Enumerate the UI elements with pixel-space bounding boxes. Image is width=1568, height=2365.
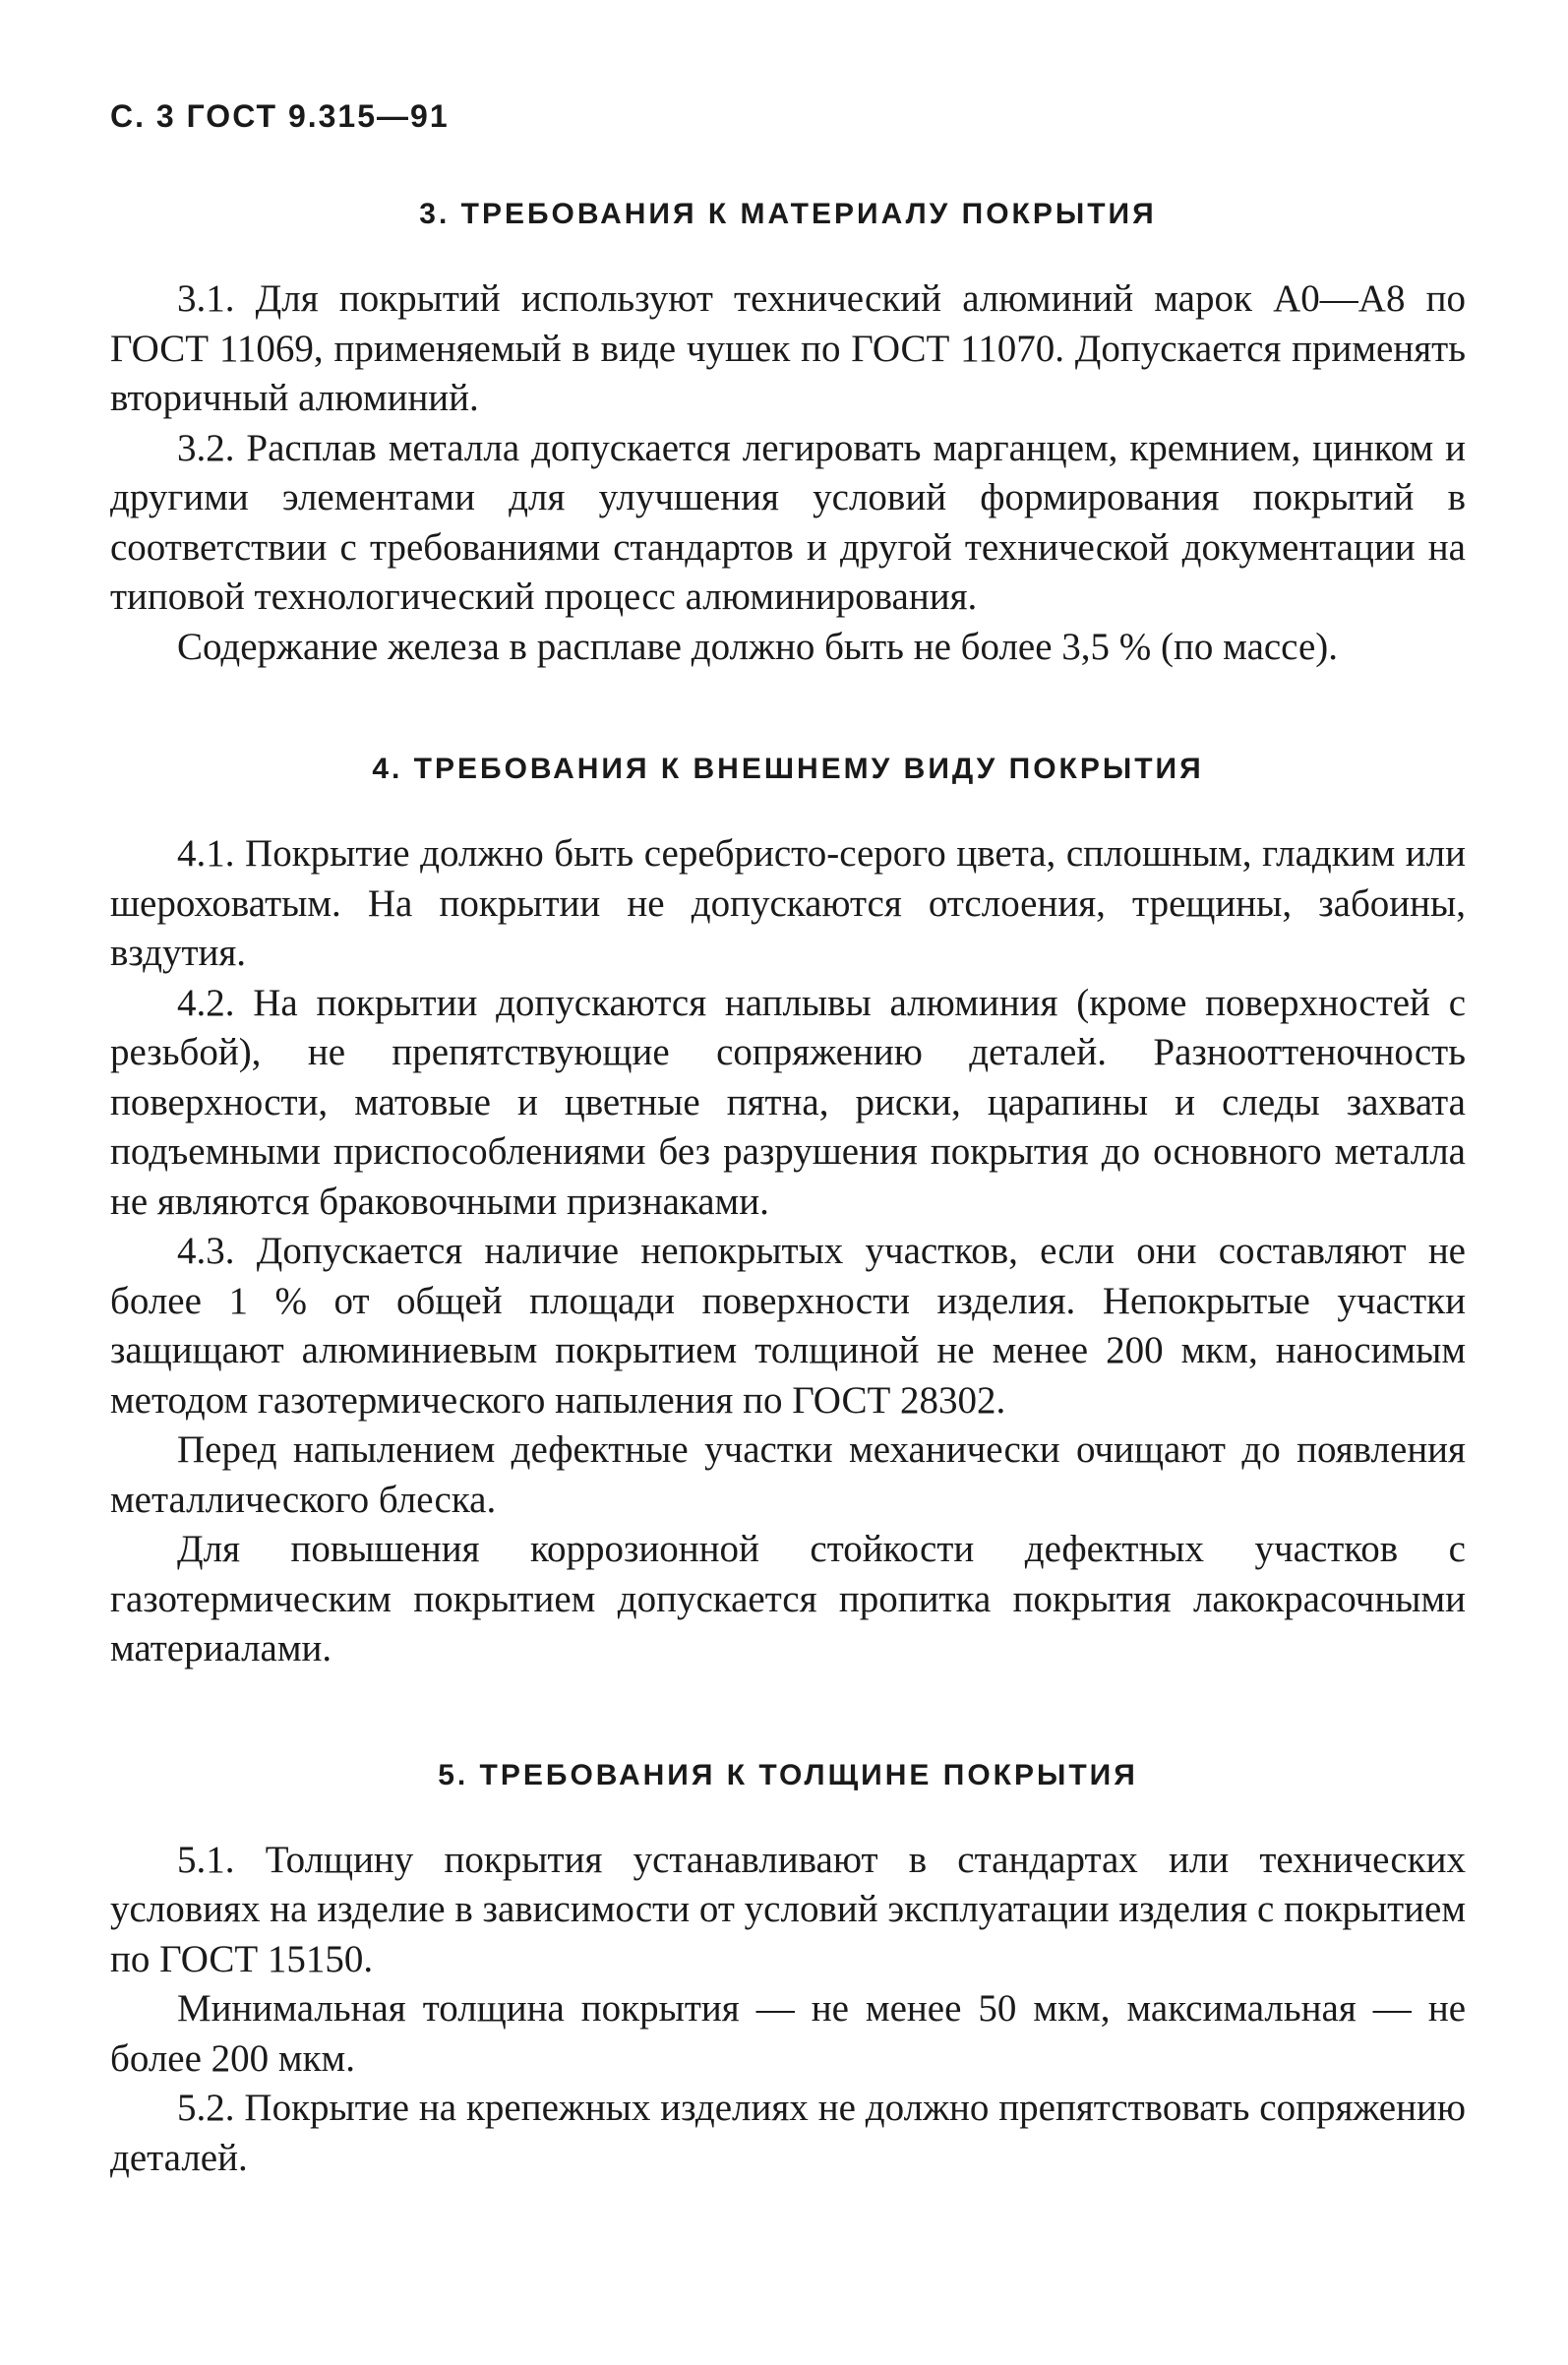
clause-3-1: 3.1. Для покрытий используют технический алюминий марок А0—А8 по ГОСТ 11069, применяемый в виде чушек по ГОСТ 11070. Допускается применять вторичный алюминий. xyxy=(110,277,1466,419)
section-5-body xyxy=(110,1836,1466,2184)
document-page xyxy=(110,98,1466,2183)
section-4-body xyxy=(110,829,1466,1674)
page-header: С. 3 ГОСТ 9.315—91 xyxy=(110,98,450,134)
section-3-body xyxy=(110,274,1466,672)
clause-3-2-iron-content: Содержание железа в расплаве должно быть не более 3,5 % (по массе). xyxy=(177,625,1339,668)
clause-4-3: 4.3. Допускается наличие непокрытых участков, если они составляют не более 1 % от общей площади поверхности изделия. Непокрытые участки защищают алюминиевым покрытием толщиной не менее 200 мкм, наносимым методом газотермического напыления по ГОСТ 28302. xyxy=(110,1230,1466,1422)
clause-5-1: 5.1. Толщину покрытия устанавливают в стандартах или технических условиях на изделие в зависимости от условий эксплуатации изделия с покрытием по ГОСТ 15150. xyxy=(110,1838,1466,1980)
clause-3-2: 3.2. Расплав металла допускается легировать марганцем, кремнием, цинком и другими элементами для улучшения условий формирования покрытий в соответствии с требованиями стандартов и другой технической документации на типовой технологический процесс алюминирования. xyxy=(110,426,1466,618)
clause-5-1-thickness-limits: Минимальная толщина покрытия — не менее 50 мкм, максимальная — не более 200 мкм. xyxy=(110,1987,1466,2080)
clause-4-3-cleaning: Перед напылением дефектные участки механически очищают до появления металлического блеска. xyxy=(110,1428,1466,1521)
clause-5-2: 5.2. Покрытие на крепежных изделиях не должно препятствовать сопряжению деталей. xyxy=(110,2087,1466,2179)
clause-4-3-impregnation: Для повышения коррозионной стойкости дефектных участков с газотермическим покрытием допускается пропитка покрытия лакокрасочными материалами. xyxy=(110,1528,1466,1669)
section-5-title: 5. ТРЕБОВАНИЯ К ТОЛЩИНЕ ПОКРЫТИЯ xyxy=(438,1758,1138,1791)
clause-4-2: 4.2. На покрытии допускаются наплывы алюминия (кроме поверхностей с резьбой), не препятствующие сопряжению деталей. Разнооттеночность поверхности, матовые и цветные пятна, риски, царапины и следы захвата подъемными приспособлениями без разрушения покрытия до основного металла не являются браковочными признаками. xyxy=(110,981,1466,1223)
section-4-title: 4. ТРЕБОВАНИЯ К ВНЕШНЕМУ ВИДУ ПОКРЫТИЯ xyxy=(372,753,1204,785)
clause-4-1: 4.1. Покрытие должно быть серебристо-серого цвета, сплошным, гладким или шероховатым. На покрытии не допускаются отслоения, трещины, забоины, вздутия. xyxy=(110,832,1466,974)
section-3-title: 3. ТРЕБОВАНИЯ К МАТЕРИАЛУ ПОКРЫТИЯ xyxy=(419,198,1157,230)
